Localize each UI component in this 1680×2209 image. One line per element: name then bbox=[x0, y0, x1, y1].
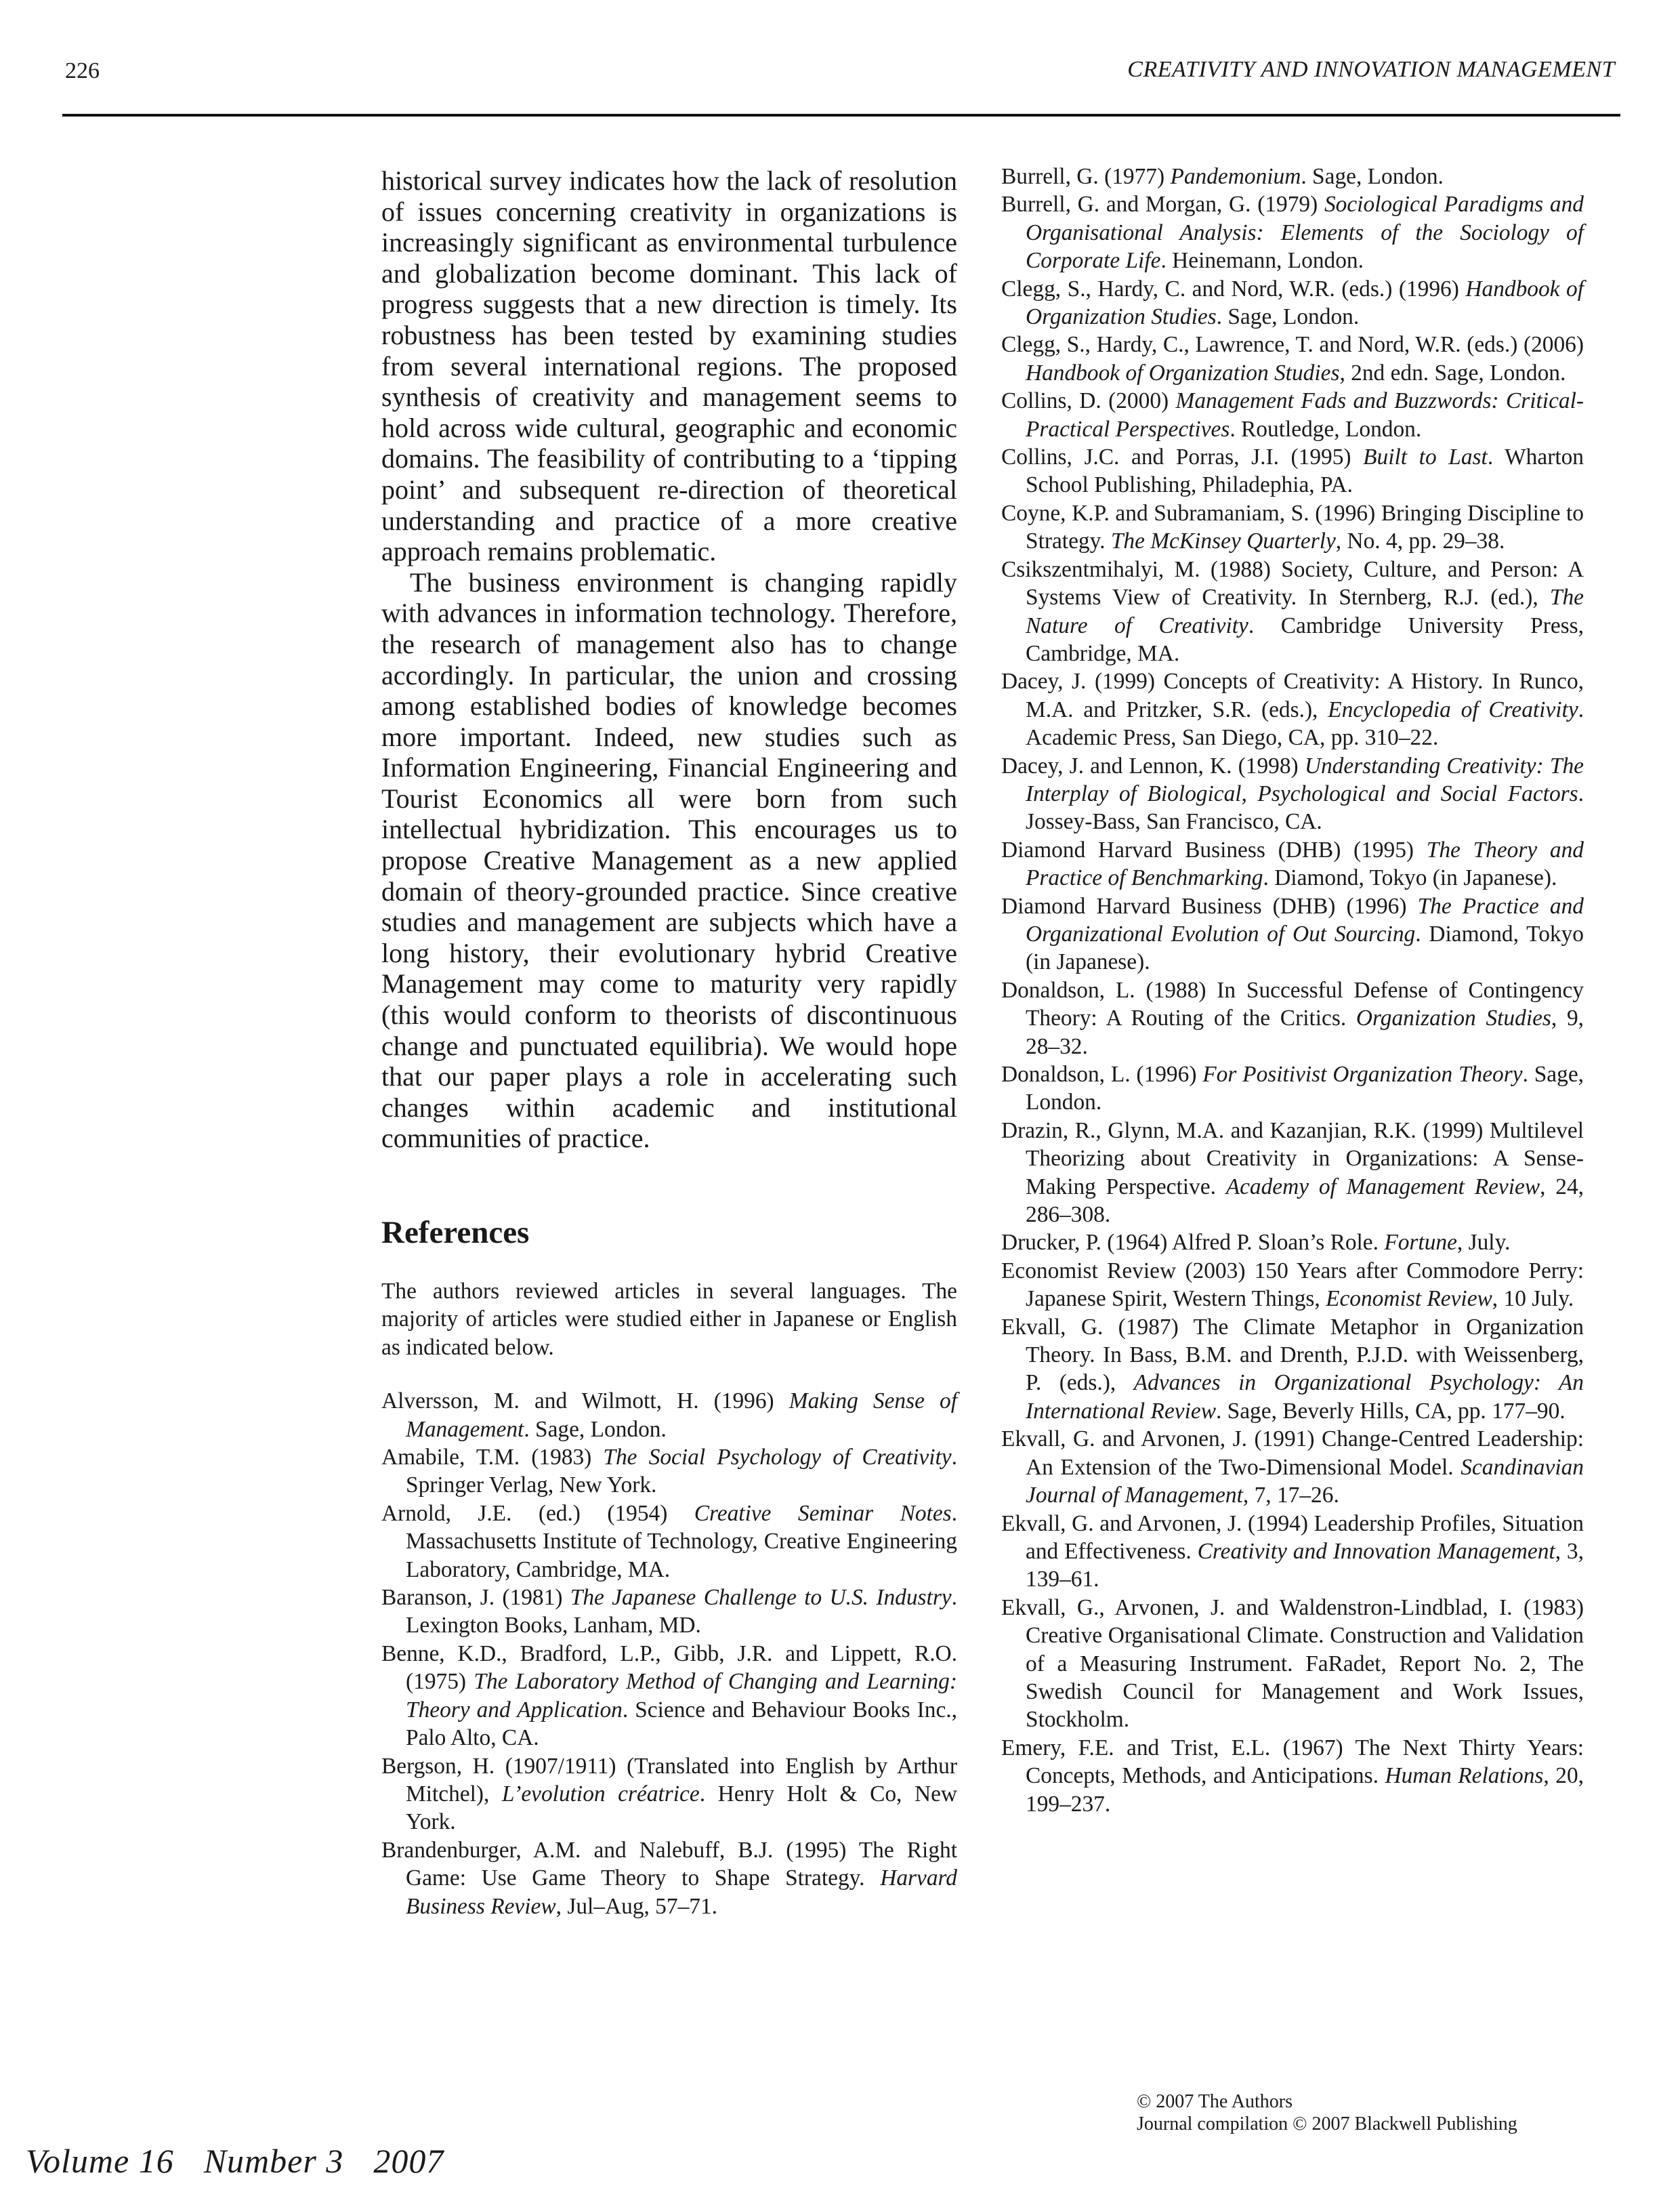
reference-text: Clegg, S., Hardy, C. and Nord, W.R. (eds.) (1996) bbox=[1001, 276, 1466, 302]
reference-text: Dacey, J. and Lennon, K. (1998) bbox=[1001, 753, 1305, 779]
reference-text: Csikszentmihalyi, M. (1988) Society, Culture, and Person: A Systems View of Creativity. In Sternberg, R.J. (ed.), bbox=[1001, 556, 1584, 611]
reference-text: Coyne, K.P. and Subramaniam, S. (1996) Bringing Discipline to Strategy. bbox=[1001, 500, 1584, 554]
reference-item bbox=[1001, 752, 1584, 836]
references-heading: References bbox=[381, 1215, 530, 1250]
reference-title: Sociological Paradigms and Organisational Analysis: Elements of the Sociology of Corporate Life bbox=[1026, 192, 1584, 274]
reference-text: Ekvall, G. and Arvonen, J. (1994) Leadership Profiles, Situation and Effectiveness. bbox=[1001, 1510, 1584, 1564]
reference-text: . Henry Holt & Co, New York. bbox=[406, 1781, 957, 1835]
reference-title: Creative Seminar Notes bbox=[694, 1500, 952, 1526]
reference-title: Creativity and Innovation Management bbox=[1197, 1538, 1555, 1564]
reference-item bbox=[1001, 1060, 1584, 1117]
volume-info bbox=[26, 2141, 474, 2181]
reference-title: Organization Studies bbox=[1356, 1006, 1551, 1031]
reference-item bbox=[1001, 1425, 1584, 1509]
reference-text: , 3, 139–61. bbox=[1026, 1538, 1584, 1592]
reference-item bbox=[1001, 190, 1584, 274]
reference-text: Brandenburger, A.M. and Nalebuff, B.J. (1995) The Right Game: Use Game Theory to Shape Strategy. bbox=[381, 1837, 957, 1891]
reference-item bbox=[1001, 1229, 1584, 1256]
reference-title: The Social Psychology of Creativity bbox=[603, 1445, 952, 1470]
reference-text: Ekvall, G. (1987) The Climate Metaphor in Organization Theory. In Bass, B.M. and Drenth, P.J.D. with Weissenberg, P. (eds.), bbox=[1001, 1314, 1584, 1396]
reference-text: . Diamond, Tokyo (in Japanese). bbox=[1026, 921, 1584, 975]
reference-text: . Diamond, Tokyo (in Japanese). bbox=[1263, 865, 1557, 891]
reference-text: Baranson, J. (1981) bbox=[381, 1585, 570, 1611]
reference-item bbox=[1001, 163, 1584, 190]
reference-title: The McKinsey Quarterly bbox=[1110, 529, 1336, 554]
reference-text: Amabile, T.M. (1983) bbox=[381, 1445, 604, 1470]
reference-text: Burrell, G. (1977) bbox=[1001, 164, 1171, 189]
reference-item bbox=[381, 1584, 957, 1640]
reference-text: . Academic Press, San Diego, CA, pp. 310–22. bbox=[1026, 697, 1584, 751]
reference-text: , 10 July. bbox=[1492, 1286, 1574, 1312]
reference-title: Scandinavian Journal of Management bbox=[1026, 1454, 1584, 1508]
copyright-authors: © 2007 The Authors bbox=[1137, 2091, 1293, 2112]
body-paragraph: The business environment is changing rapidly with advances in information technology. Therefore, the research of management also has to change accordingly. In particular, the union and crossing among established bodies of knowledge becomes more important. Indeed, new studies such as Information Engineering, Financial Engineering and Tourist Economics all were born from such intellectual hybridization. This encourages us to propose Creative Management as a new applied domain of theory-grounded practice. Since creative studies and management are subjects which have a long history, their evolutionary hybrid Creative Management may come to maturity very rapidly (this would conform to theorists of discontinuous change and punctuated equilibria). We would hope that our paper plays a role in accelerating such changes within academic and institutional communities of practice. bbox=[381, 566, 957, 1154]
reference-text: Diamond Harvard Business (DHB) (1995) bbox=[1001, 837, 1427, 863]
issue-number: Number 3 bbox=[203, 2142, 344, 2180]
reference-text: . Sage, London. bbox=[1216, 304, 1360, 330]
header-rule bbox=[62, 114, 1620, 117]
reference-title: Built to Last bbox=[1363, 445, 1488, 470]
reference-text: Donaldson, L. (1996) bbox=[1001, 1062, 1203, 1087]
reference-text: . Sage, London. bbox=[524, 1416, 667, 1442]
reference-title: The Practice and Organizational Evolution of Out Sourcing bbox=[1026, 893, 1584, 947]
reference-text: Economist Review (2003) 150 Years after Commodore Perry: Japanese Spirit, Western Things, bbox=[1001, 1258, 1584, 1312]
reference-item bbox=[1001, 1594, 1584, 1734]
reference-item bbox=[1001, 892, 1584, 976]
reference-item bbox=[1001, 1313, 1584, 1426]
reference-text: . Jossey-Bass, San Francisco, CA. bbox=[1026, 781, 1584, 835]
reference-text: Donaldson, L. (1988) In Successful Defense of Contingency Theory: A Routing of the Critics. bbox=[1001, 977, 1584, 1031]
reference-text: . Sage, Beverly Hills, CA, pp. 177–90. bbox=[1215, 1398, 1566, 1424]
reference-text: . Massachusetts Institute of Technology, Creative Engineering Laboratory, Cambridge, MA. bbox=[406, 1500, 957, 1582]
reference-title: Management Fads and Buzzwords: Critical-Practical Perspectives bbox=[1026, 388, 1584, 442]
reference-text: Emery, F.E. and Trist, E.L. (1967) The Next Thirty Years: Concepts, Methods, and Anticipations. bbox=[1001, 1735, 1584, 1789]
reference-title: Understanding Creativity: The Interplay of Biological, Psychological and Social Factors bbox=[1026, 753, 1584, 806]
reference-text: Benne, K.D., Bradford, L.P., Gibb, J.R. and Lippett, R.O. (1975) bbox=[381, 1640, 957, 1695]
reference-text: . Lexington Books, Lanham, MD. bbox=[406, 1585, 957, 1638]
reference-text: , 2nd edn. Sage, London. bbox=[1339, 360, 1566, 386]
reference-text: . Routledge, London. bbox=[1230, 416, 1422, 442]
reference-text: Dacey, J. (1999) Concepts of Creativity: A History. In Runco, M.A. and Pritzker, S.R. (eds.), bbox=[1001, 669, 1584, 722]
copyright-journal: Journal compilation © 2007 Blackwell Publishing bbox=[1137, 2113, 1517, 2134]
reference-list-right bbox=[1001, 163, 1584, 1818]
reference-title: Advances in Organizational Psychology: An International Review bbox=[1026, 1370, 1584, 1424]
reference-title: The Japanese Challenge to U.S. Industry bbox=[570, 1585, 952, 1611]
reference-text: , 20, 199–237. bbox=[1026, 1763, 1584, 1817]
reference-text: Bergson, H. (1907/1911) (Translated into English by Arthur Mitchel), bbox=[381, 1753, 957, 1807]
reference-text: . Sage, London. bbox=[1026, 1062, 1584, 1115]
reference-title: Harvard Business Review bbox=[406, 1865, 957, 1919]
reference-list-left bbox=[381, 1387, 957, 1920]
reference-item bbox=[1001, 275, 1584, 331]
reference-text: . Heinemann, London. bbox=[1160, 248, 1364, 274]
reference-text: Arnold, J.E. (ed.) (1954) bbox=[381, 1500, 694, 1526]
reference-title: Economist Review bbox=[1326, 1286, 1492, 1312]
reference-text: Alversson, M. and Wilmott, H. (1996) bbox=[381, 1388, 789, 1414]
reference-text: Collins, D. (2000) bbox=[1001, 388, 1176, 414]
reference-item bbox=[1001, 1734, 1584, 1818]
reference-title: Human Relations bbox=[1385, 1763, 1544, 1789]
left-column bbox=[381, 165, 957, 1920]
right-column bbox=[1001, 163, 1584, 1818]
page-number: 226 bbox=[65, 58, 100, 83]
reference-text: . Springer Verlag, New York. bbox=[406, 1445, 957, 1498]
reference-item bbox=[1001, 836, 1584, 892]
reference-title: Handbook of Organization Studies bbox=[1026, 360, 1340, 386]
reference-text: Diamond Harvard Business (DHB) (1996) bbox=[1001, 893, 1418, 919]
reference-item bbox=[1001, 667, 1584, 751]
reference-title: Pandemonium bbox=[1170, 164, 1301, 189]
reference-text: Ekvall, G., Arvonen, J. and Waldenstron-Lindblad, I. (1983) Creative Organisational Climate. Construction and Validation of a Measuring Instrument. FaRadet, Report No. 2, The Swedish Council for Management and Work Issues, Stockholm. bbox=[1001, 1594, 1584, 1733]
reference-title: Fortune bbox=[1384, 1230, 1457, 1256]
reference-item bbox=[1001, 387, 1584, 443]
reference-item bbox=[381, 1443, 957, 1500]
reference-text: . Sage, London. bbox=[1301, 164, 1444, 189]
reference-title: Academy of Management Review bbox=[1225, 1174, 1540, 1199]
reference-item bbox=[1001, 499, 1584, 556]
reference-title: L’evolution créatrice bbox=[501, 1781, 700, 1807]
running-head: CREATIVITY AND INNOVATION MANAGEMENT bbox=[1127, 57, 1615, 82]
reference-item bbox=[1001, 331, 1584, 387]
copyright-notice bbox=[1137, 2090, 1584, 2135]
reference-text: Drucker, P. (1964) Alfred P. Sloan’s Role. bbox=[1001, 1230, 1385, 1256]
volume-label: Volume 16 bbox=[26, 2142, 174, 2180]
reference-text: Ekvall, G. and Arvonen, J. (1991) Change-Centred Leadership: An Extension of the Two-Dimensional Model. bbox=[1001, 1426, 1584, 1480]
reference-text: , Jul–Aug, 57–71. bbox=[555, 1893, 718, 1919]
reference-item bbox=[1001, 443, 1584, 499]
reference-item bbox=[381, 1836, 957, 1920]
reference-text: . Wharton School Publishing, Philadephia, PA. bbox=[1026, 445, 1584, 498]
reference-title: For Positivist Organization Theory bbox=[1202, 1062, 1523, 1087]
reference-item bbox=[381, 1752, 957, 1836]
reference-title: Handbook of Organization Studies bbox=[1026, 276, 1584, 330]
reference-text: , July. bbox=[1456, 1230, 1511, 1256]
reference-item bbox=[1001, 556, 1584, 668]
reference-item bbox=[1001, 1117, 1584, 1229]
reference-title: Encyclopedia of Creativity bbox=[1328, 697, 1578, 722]
reference-item bbox=[1001, 976, 1584, 1060]
reference-text: Collins, J.C. and Porras, J.I. (1995) bbox=[1001, 445, 1364, 470]
reference-text: Drazin, R., Glynn, M.A. and Kazanjian, R.K. (1999) Multilevel Theorizing about Creativity in Organizations: A Sense-Making Perspective. bbox=[1001, 1117, 1584, 1199]
reference-text: , 24, 286–308. bbox=[1026, 1174, 1584, 1228]
reference-item bbox=[1001, 1510, 1584, 1594]
reference-title: Making Sense of Management bbox=[406, 1388, 957, 1442]
year: 2007 bbox=[373, 2142, 444, 2180]
reference-item bbox=[381, 1640, 957, 1752]
reference-text: . Cambridge University Press, Cambridge, MA. bbox=[1026, 613, 1584, 666]
reference-text: , 9, 28–32. bbox=[1026, 1006, 1584, 1059]
reference-text: . Science and Behaviour Books Inc., Palo Alto, CA. bbox=[406, 1697, 957, 1751]
reference-item bbox=[381, 1500, 957, 1584]
reference-text: Clegg, S., Hardy, C., Lawrence, T. and Nord, W.R. (eds.) (2006) bbox=[1001, 332, 1584, 358]
body-paragraph: historical survey indicates how the lack of resolution of issues concerning creativity in organizations is increasingly significant as environmental turbulence and globalization become dominant. This lack of progress suggests that a new direction is timely. Its robustness has been tested by examining studies from several international regions. The proposed synthesis of creativity and management seems to hold across wide cultural, geographic and economic domains. The feasibility of contributing to a ‘tipping point’ and subsequent re-direction of theoretical understanding and practice of a more creative approach remains problematic. bbox=[381, 165, 957, 567]
references-intro: The authors reviewed articles in several languages. The majority of articles were studied either in Japanese or English as indicated below. bbox=[381, 1279, 957, 1360]
reference-item bbox=[381, 1387, 957, 1443]
reference-title: The Theory and Practice of Benchmarking bbox=[1026, 837, 1584, 891]
reference-text: Burrell, G. and Morgan, G. (1979) bbox=[1001, 192, 1324, 218]
reference-title: The Laboratory Method of Changing and Learning: Theory and Application bbox=[406, 1669, 957, 1722]
reference-item bbox=[1001, 1257, 1584, 1313]
reference-title: The Nature of Creativity bbox=[1026, 585, 1584, 638]
reference-text: , 7, 17–26. bbox=[1242, 1483, 1339, 1508]
reference-text: , No. 4, pp. 29–38. bbox=[1335, 529, 1505, 554]
